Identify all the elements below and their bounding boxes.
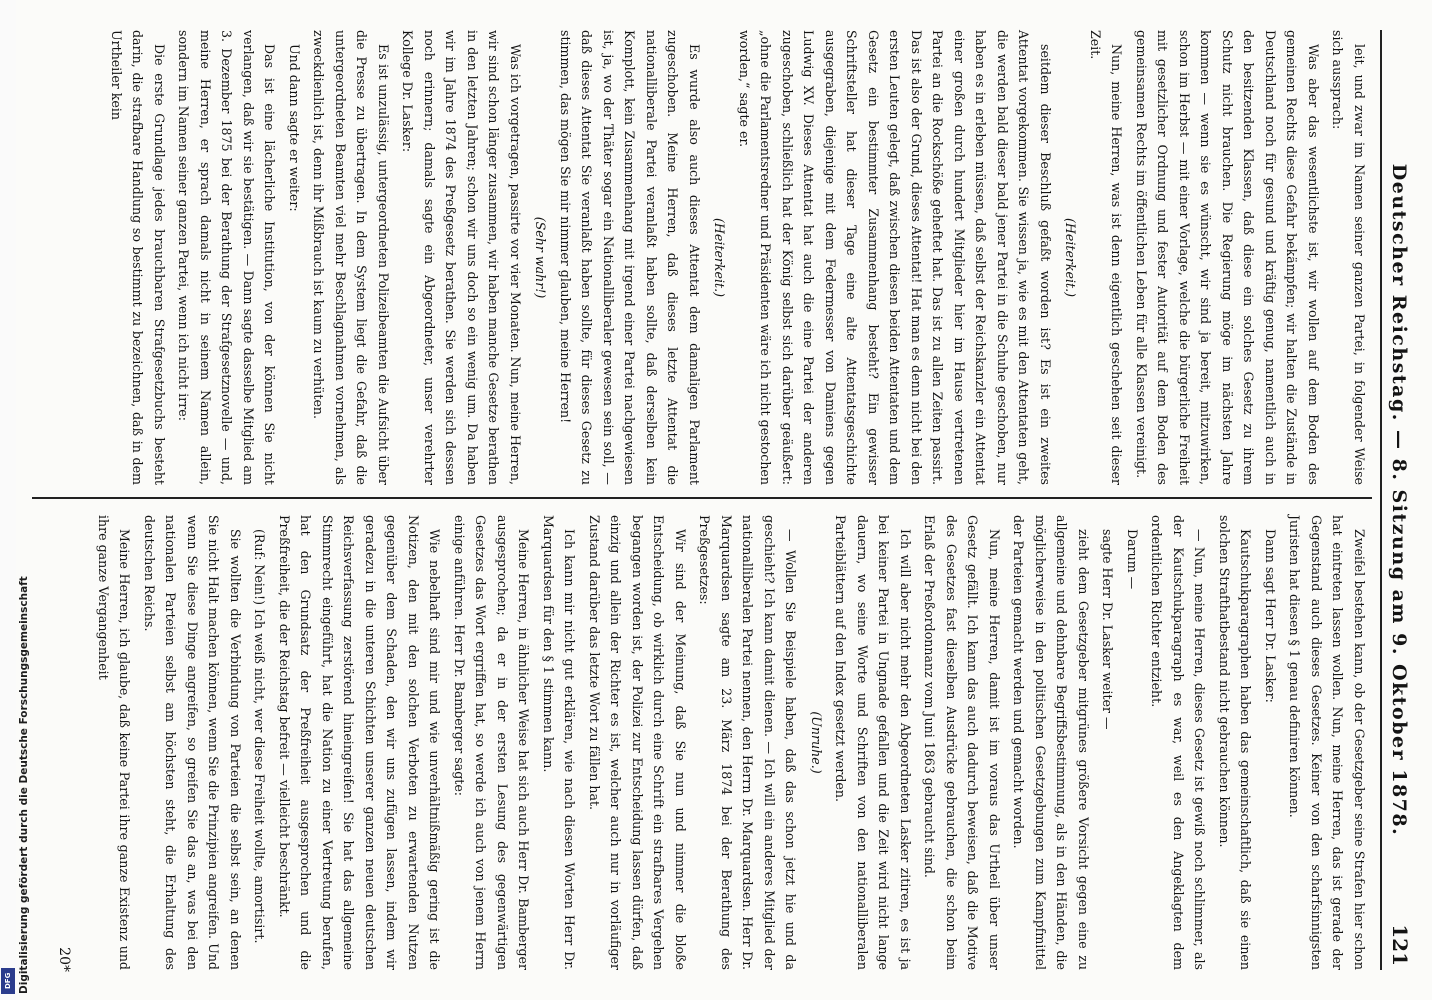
paragraph: Wie nebelhaft sind mir und wie unverhältnißmäßig gering ist die Notizen, den mit den solchen Verboten zu erwartenden Nutzen gegenüber dem Schaden, den wir uns zufügen lassen, indem wir geradezu in die unteren Schichten unserer ganzen neuen deutschen Reichsverfassung zerstörend hineingreifen! Sie hat das allgemeine Stimmrecht eingeführt, hat die Nation zu einer Vertretung berufen, hat den Grundsatz der Preßfreiheit ausgesprochen und die Preßfreiheit, die der Reichstag befreit — vielleicht beschränkt. — [277, 515, 443, 970]
paragraph: sagte Herr Dr. Lasker weiter — — [1100, 529, 1116, 730]
paragraph: — Wollen Sie Beispiele haben, daß das schon jetzt hie und da geschieht? Ich kann damit dienen. — Ich will ein anderes Mitglied der nationalliberalen Partei nennen, den Herrn Dr. Marquardsen. Herr Dr. Marquardsen sagte am 23. März 1874 bei der Berathung des Preßgesetzes: — [697, 515, 799, 970]
paragraph: Was aber das wesentlichste ist, wir wollen auf dem Boden des gemeinen Rechts diese Gefahr bekämpfen; wir halten die Zustände in Deutschland noch für gesund und kräftig genug, namentlich auch in den besitzenden Klassen, daß diese ein solches Gesetz zu ihrem Schutz nicht brauchen. Die Regierung möge im nächsten Jahre kommen — wenn sie es wünscht, wir sind ja bereit, mitzuwirken, schon im Herbst — mit einer Vorlage, welche die bürgerliche Freiheit mit gesetzlicher Ordnung und fester Autorität auf dem Boden des gemeinsamen Rechts im öffentlichen Leben für alle Klassen vereinigt. — [1134, 30, 1321, 485]
paragraph: (Heiterkeit.) — [712, 218, 728, 297]
paragraph: Nun, meine Herren, was ist denn eigentlich geschehen seit dieser Zeit. — [1088, 30, 1125, 485]
page-number: 121 — [1388, 924, 1412, 966]
paragraph: Meine Herren, in ähnlicher Weise hat sich auch Herr Dr. Bamberger ausgesprochen; da er in der ersten Lesung des gegenwärtigen Gesetzes das Wort ergriffen hat, so werde ich auch von jenem Herrn einige anführen. Herr Dr. Bamberger sagte: — [452, 515, 532, 970]
running-title: Deutscher Reichstag. — 8. Sitzung am 9. Oktober 1878. — [1388, 163, 1410, 837]
paragraph: Nun, meine Herren, damit ist im voraus das Urtheil über unser Gesetz gefällt. Ich kann das auch dadurch beweisen, daß die Motive des Gesetzes fast dieselben Ausdrücke gebrauchen, die schon beim Erlaß der Preßordonnanz vom Juni 1863 gebraucht sind. — [922, 515, 1002, 970]
paragraph: Ich kann mir nicht gut erklären, wie nach diesen Worten Herr Dr. Marquardsen für den § 1 stimmen kann. — [541, 515, 578, 970]
paragraph: (Ruf: Nein!) Ich weiß nicht, wer diese Freiheit wollte, amortisirt. — [252, 529, 268, 944]
dfg-logo-badge: DFG — [1, 968, 15, 994]
paragraph: Meine Herren, ich glaube, daß keine Partei ihre ganze Existenz und ihre ganze Vergangenheit — [96, 515, 133, 970]
paragraph: Die erste Grundlage jedes brauchbaren Strafgesetzbuchs besteht darin, die strafbare Handlung so bestimmt zu bezeichnen, daß in dem Urtheiler kein — [109, 30, 167, 485]
paragraph: Und dann sagte er weiter: — [287, 44, 302, 212]
left-column — [103, 30, 1371, 485]
paragraph: seitdem dieser Beschluß gefaßt worden ist? Es ist ein zweites Attentat vorgekommen. Sie wissen ja, wie es mit den Attentaten geht, die werden bald dieser bald jener Partei in die Schuhe geschoben, nur haben es in erleben müssen, daß selbst der Reichskanzler ein Attentat einer großen durch hundert Mitglieder hier im Hause vertretenen Partei an die Rockschöße geheftet hat. Das ist zu allen Zeiten passirt. Das ist also der Grund, dieses Attentat! Hat man es denn nicht bei den ersten Leuten gelegt, daß zwischen diesen beiden Attentaten und dem Gesetz ein bestimmter Zusammenhang besteht? Ein gewisser Schriftsteller hat dieser Tage eine alte Attentatsgeschichte ausgegraben, diejenige mit dem Federmesser von Damiens gegen Ludwig XV. Dieses Attentat hat auch die eine Partei der anderen zugeschoben, schließlich hat der König selbst sich darüber geäußert: „ohne die Parlamentsredner und Präsidenten wäre ich nicht gestochen worden,“ sagte er. — [737, 30, 1053, 485]
paragraph: — Nun, meine Herren, dieses Gesetz ist gewiß noch schlimmer, als der Kautschukparagraph es war, weil es den Angeklagten dem ordentlichen Richter entzieht. — [1149, 515, 1208, 970]
paragraph: leit, und zwar im Namen seiner ganzen Partei, in folgender Weise sich aussprach: — [1330, 30, 1367, 485]
funding-credit: Digitalisierung gefördert durch die Deutsche Forschungsgemeinschaft — [18, 576, 30, 994]
paragraph: Darum — — [1125, 529, 1140, 590]
paragraph: (Sehr wahr!) — [533, 216, 549, 299]
paragraph: zieht dem Gesetzgeber mitgrünes größere Vorsicht gegen eine zu allgemeine und dehnbare Begriffsbestimmung, als in den Händen, die möglicherweise in den politischen Gesetzgebungen zum Kampfmittel der Parteien gemacht werden und gemacht worden. — [1011, 515, 1091, 970]
paragraph: Sie wollten die Verbindung von Parteien die selbst sein, an denen Sie nicht Halt machen können, wenn Sie die Prinzipien angreifen. Und wenn Sie diese Dinge angreifen, so greifen Sie das an, was bei den nationalen Parteien selbst am höchsten steht, die Erhaltung des deutschen Reichs. — [142, 515, 243, 970]
paragraph: (Unruhe.) — [809, 711, 824, 774]
paragraph: Was ich vorgetragen, passirte vor vier Monaten. Nun, meine Herren, wir sind schon länger zusammen, wir haben manche Gesetze berathen in den letzten Jahren; schon wir uns doch so ein wenig um. Da haben wir im Jahre 1874 des Preßgesetz berathen. Sie werden sich dessen noch erinnern; damals sagte ein Abgeordneter, unser verehrter Kollege Dr. Lasker: — [400, 30, 523, 485]
paragraph: Das ist eine lächerliche Institution, von der können Sie nicht verlangen, daß wir sie bestätigen. — Dann sagte dasselbe Mitglied am 3. Dezember 1875 bei der Berathung der Strafgesetznovelle — und, meine Herren, er sprach damals nicht in seinem Namen allein, sondern im Namen seiner ganzen Partei, wenn ich nicht irre: — [176, 30, 278, 485]
signature-mark: 20* — [56, 947, 72, 972]
paragraph: Es ist unzulässig, untergeordneten Polizeibeamten die Aufsicht über die Presse zu übertragen. In dem System liegt die Gefahr, daß die untergeordneten Beamten viel mehr Beschlagnahmen vornehmen, als zweckdienlich ist, denn ihr Mißbrauch ist kaum zu verhüten. — [311, 30, 391, 485]
paragraph: Wir sind der Meinung, daß Sie nun und nimmer die bloße Entscheidung, ob wirklich durch eine Schrift ein strafbares Vergehen begangen worden ist, der Polizei zur Entscheidung lassen dürfen, daß einzig und allein der Richter es ist, welcher auch nur in vorläufiger Zustand darüber das letzte Wort zu fällen hat. — [587, 515, 688, 970]
paragraph: (Heiterkeit.) — [1063, 218, 1079, 297]
page-header — [1380, 30, 1414, 970]
paragraph: Es wurde also auch dieses Attentat dem damaligen Parlament zugeschoben. Meine Herren, daß dieses letzte Attentat die nationalliberale Partei veranlaßt haben sollte, daß derselben kein Komplott, kein Zusammenhang mit irgend einer Partei nachgewiesen ist, ja, wo der Thäter sogar ein Nationalliberaler gewesen sein soll, — daß dieses Attentat Sie veranlaßt haben sollte, für dieses Gesetz zu stimmen, das mögen Sie mir nimmer glauben, meine Herren! — [558, 30, 702, 485]
column-divider — [32, 497, 1372, 499]
paragraph: Kautschukparagraphen haben das gemeinschaftlich, daß sie einen solchen Strafthatbestand nicht gebrauchen können. — [1217, 515, 1254, 970]
paragraph: Dann sagt Herr Dr. Lasker: — [1263, 529, 1278, 703]
right-column — [90, 515, 1371, 970]
paragraph: Zweifel bestehen kann, ob der Gesetzgeber seine Strafen hier schon hat eintreten lassen wollen. Nun, meine Herren, das ist gerade der Gegenstand auch dieses Gesetzes. Keiner von den scharfsinnigsten Juristen hat diesen § 1 genau definiren können. — [1287, 515, 1367, 970]
paragraph: Ich will aber nicht mehr den Abgeordneten Lasker zitiren, es ist ja bei keiner Partei in Ungnade gefallen und die Zeit wird nicht lange dauern, wo seine Worte und Schriften von den nationalliberalen Parteiblättern auf den Index gesetzt werden. — [833, 515, 913, 970]
